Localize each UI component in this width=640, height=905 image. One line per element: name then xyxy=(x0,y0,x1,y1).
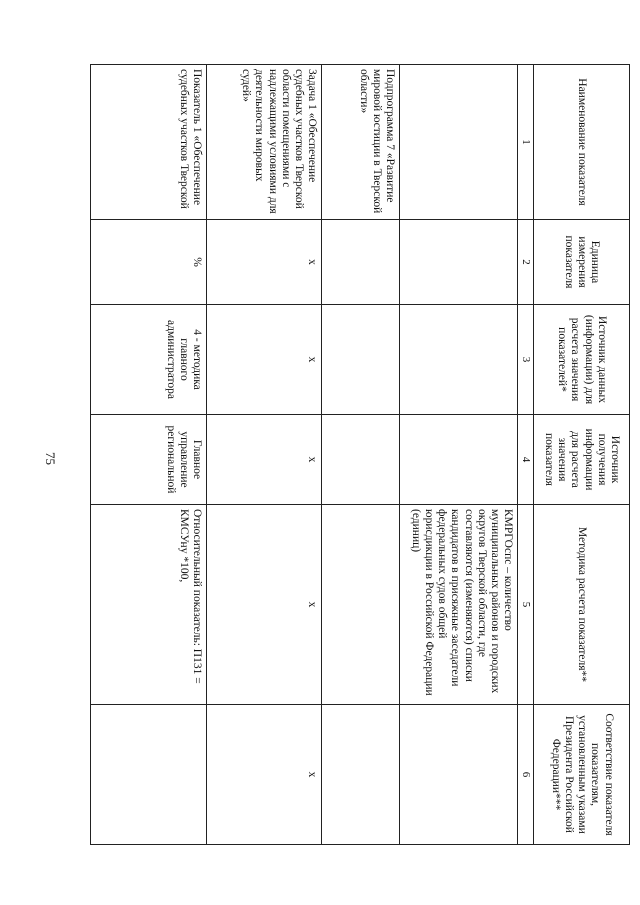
table-row xyxy=(207,65,322,845)
cell-compliance xyxy=(400,705,518,845)
cell-unit: х xyxy=(207,220,322,305)
cell-compliance: х xyxy=(207,705,322,845)
header-data-source: Источник данных (информации) для расчета значения показателей* xyxy=(534,305,630,415)
column-number: 3 xyxy=(518,305,534,415)
cell-methodology: Относительный показатель: П131 = КМСУну *100, xyxy=(91,505,207,705)
column-number: 1 xyxy=(518,65,534,220)
indicator-table-container xyxy=(90,64,630,844)
table-row xyxy=(91,65,207,845)
header-info-source: Источник получения информации для расчета значения показателя xyxy=(534,415,630,505)
cell-data-source: х xyxy=(207,305,322,415)
cell-unit xyxy=(400,220,518,305)
cell-unit: % xyxy=(91,220,207,305)
cell-methodology xyxy=(322,505,400,705)
cell-indicator-name xyxy=(400,65,518,220)
header-unit: Единица измерения показателя xyxy=(534,220,630,305)
cell-indicator-name: Подпрограмма 7 «Развитие мировой юстиции в Тверской области» xyxy=(322,65,400,220)
cell-compliance xyxy=(322,705,400,845)
page-number: 75 xyxy=(43,452,58,465)
header-row xyxy=(534,65,630,845)
column-number: 2 xyxy=(518,220,534,305)
header-presidential-compliance: Соответствие показателя показателям, установленным указами Президента Российской Федерации*** xyxy=(534,705,630,845)
indicator-table xyxy=(90,64,630,845)
cell-indicator-name: Задача 1 «Обеспечение судебных участков Тверской области помещениями с надлежащими условиями для деятельности мировых судей» xyxy=(207,65,322,220)
column-number-row xyxy=(518,65,534,845)
cell-methodology: х xyxy=(207,505,322,705)
cell-info-source: х xyxy=(207,415,322,505)
cell-compliance xyxy=(91,705,207,845)
column-number: 4 xyxy=(518,415,534,505)
cell-methodology: КМРГОспс – количество муниципальных районов и городских округов Тверской области, где составляются (изменяются) списки кандидатов в присяжные заседатели федеральных судов общей юрисдикции в Российской Федерации (единиц) xyxy=(400,505,518,705)
table-row xyxy=(322,65,400,845)
column-number: 5 xyxy=(518,505,534,705)
cell-unit xyxy=(322,220,400,305)
cell-data-source: 4 - методика главного администратора xyxy=(91,305,207,415)
header-indicator-name: Наименование показателя xyxy=(534,65,630,220)
cell-info-source xyxy=(400,415,518,505)
column-number: 6 xyxy=(518,705,534,845)
cell-data-source xyxy=(400,305,518,415)
cell-info-source xyxy=(322,415,400,505)
cell-info-source: Главное управление региональной xyxy=(91,415,207,505)
cell-data-source xyxy=(322,305,400,415)
table-row xyxy=(400,65,518,845)
header-methodology: Методика расчета показателя** xyxy=(534,505,630,705)
cell-indicator-name: Показатель 1 «Обеспечение судебных участков Тверской xyxy=(91,65,207,220)
